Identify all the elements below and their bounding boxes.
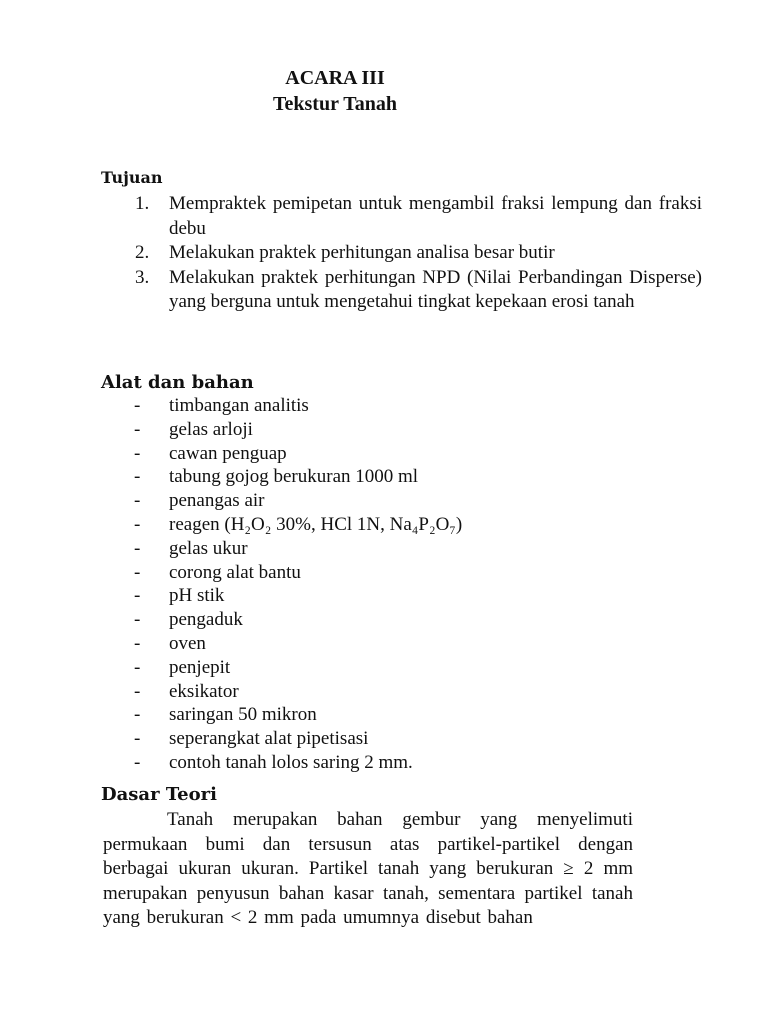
list-item-text: pengaduk	[169, 609, 243, 631]
list-item-text: seperangkat alat pipetisasi	[169, 728, 369, 750]
list-bullet: -	[134, 490, 141, 512]
list-item-text: corong alat bantu	[169, 561, 301, 583]
dasar-teori-paragraph: Tanah merupakan bahan gembur yang menyelimuti permukaan bumi dan tersusun atas partikel-partikel dengan berbagai ukuran ukuran. Partikel tanah yang berukuran ≥ 2 mm merupakan penyusun bahan kasar tanah, sementara partikel tanah yang berukuran < 2 mm pada umumnya disebut bahan	[103, 809, 633, 928]
list-item-text: eksikator	[169, 680, 239, 702]
list-bullet: -	[134, 632, 141, 654]
list-item	[101, 266, 702, 315]
list-item	[101, 561, 702, 585]
list-item	[101, 537, 702, 561]
list-bullet: -	[134, 680, 141, 702]
list-bullet: -	[134, 466, 141, 488]
list-bullet: -	[134, 561, 141, 583]
list-bullet: -	[134, 609, 141, 631]
list-bullet: -	[134, 418, 141, 440]
list-item	[101, 608, 702, 632]
list-item-text: saringan 50 mikron	[169, 704, 317, 726]
list-item	[101, 465, 702, 489]
list-bullet: -	[134, 728, 141, 750]
list-item-text: gelas arloji	[169, 418, 253, 440]
list-bullet: -	[134, 585, 141, 607]
list-item-text: cawan penguap	[169, 442, 287, 464]
list-bullet: -	[134, 513, 141, 535]
list-bullet: -	[134, 395, 141, 416]
page-title: ACARA III	[285, 67, 385, 89]
list-item	[101, 632, 702, 656]
page-subtitle: Tekstur Tanah	[273, 93, 397, 115]
list-item	[101, 241, 702, 266]
list-item-text: tabung gojog berukuran 1000 ml	[169, 466, 419, 488]
list-bullet: -	[134, 751, 141, 773]
list-item-number: 3.	[135, 266, 150, 288]
section-heading-dasar-teori: Dasar Teori	[101, 784, 217, 805]
list-item	[101, 192, 702, 241]
list-item-text: contoh tanah lolos saring 2 mm.	[169, 751, 413, 773]
list-item	[101, 418, 702, 442]
list-item-text: Melakukan praktek perhitungan analisa besar butir	[169, 242, 555, 263]
list-bullet: -	[134, 442, 141, 464]
list-item-text: pH stik	[169, 585, 225, 607]
list-item	[101, 584, 702, 608]
list-item	[101, 703, 702, 727]
list-item	[101, 656, 702, 680]
list-item-text: reagen (H₂O₂ 30%, HCl 1N, Na₄P₂O₇)	[169, 513, 463, 535]
list-item	[101, 727, 702, 751]
list-item	[101, 513, 702, 537]
section-heading-alat-bahan: Alat dan bahan	[101, 372, 254, 393]
alat-bahan-list	[101, 394, 702, 775]
list-item-number: 1.	[135, 193, 150, 214]
list-item-text: oven	[169, 632, 206, 654]
list-item	[101, 751, 702, 775]
list-item-text: gelas ukur	[169, 537, 248, 559]
list-item-text: penjepit	[169, 656, 231, 678]
list-bullet: -	[134, 704, 141, 726]
list-item-text: penangas air	[169, 490, 265, 512]
list-item-number: 2.	[135, 242, 150, 263]
list-item	[101, 394, 702, 418]
list-item-text: Melakukan praktek perhitungan NPD (Nilai Perbandingan Disperse) yang berguna untuk mengetahui tingkat kepekaan erosi tanah	[169, 266, 702, 312]
section-heading-tujuan: Tujuan	[101, 168, 163, 187]
list-item	[101, 489, 702, 513]
list-item	[101, 680, 702, 704]
list-item	[101, 442, 702, 466]
tujuan-list	[101, 192, 702, 315]
list-bullet: -	[134, 537, 141, 559]
list-item-text: timbangan analitis	[169, 395, 309, 416]
list-bullet: -	[134, 656, 141, 678]
list-item-text: Mempraktek pemipetan untuk mengambil fraksi lempung dan fraksi debu	[169, 193, 702, 239]
